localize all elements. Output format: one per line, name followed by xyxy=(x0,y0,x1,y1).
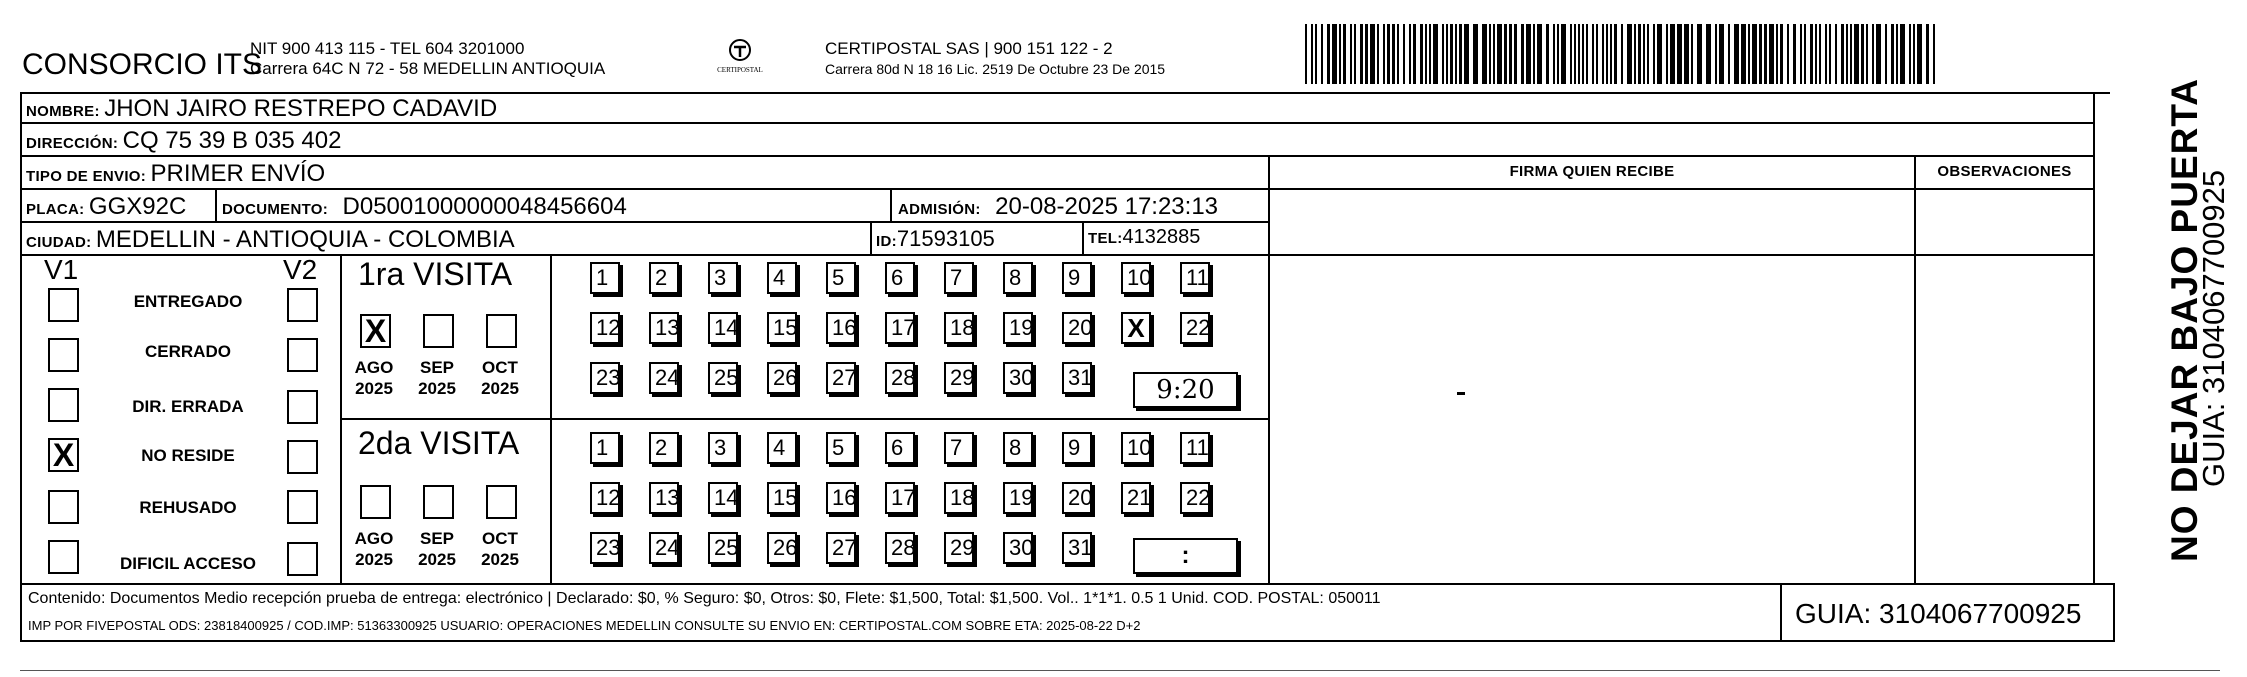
day-box[interactable]: 5 xyxy=(826,432,856,464)
day-box[interactable]: 6 xyxy=(885,262,915,294)
reason-label: NO RESIDE xyxy=(141,446,235,465)
barcode-bar xyxy=(1442,24,1444,84)
day-box[interactable]: 18 xyxy=(944,482,974,514)
barcode-bar xyxy=(1610,24,1612,84)
barcode-bar xyxy=(1574,24,1576,84)
admision-row xyxy=(898,193,1218,221)
barcode-bar xyxy=(1691,24,1693,84)
v2-checkbox-no-reside[interactable] xyxy=(287,440,318,474)
nit-line: NIT 900 413 115 - TEL 604 3201000 xyxy=(250,39,525,58)
barcode-bar xyxy=(1909,24,1911,84)
barcode-bar xyxy=(1321,24,1323,84)
barcode-bar xyxy=(1861,24,1864,84)
barcode-bar xyxy=(1876,24,1881,84)
day-box[interactable]: 26 xyxy=(767,532,797,564)
barcode-bar xyxy=(1677,24,1682,84)
barcode-bar xyxy=(1557,24,1559,84)
day-box[interactable]: 15 xyxy=(767,312,797,344)
side-guia: GUIA: 3104067700925 xyxy=(2196,169,2231,487)
placa-value: GGX92C xyxy=(88,193,187,220)
reason-label: DIFICIL ACCESO xyxy=(119,554,256,573)
day-box[interactable]: 27 xyxy=(826,362,856,394)
day-box[interactable]: 29 xyxy=(944,532,974,564)
barcode-bar xyxy=(1504,24,1507,84)
barcode-bar xyxy=(1614,24,1617,84)
barcode-bar xyxy=(1482,24,1487,84)
tipo-label: TIPO DE ENVIO: xyxy=(26,168,147,185)
ciudad-label: CIUDAD: xyxy=(26,234,92,251)
barcode-bar xyxy=(1533,24,1535,84)
observaciones-label: OBSERVACIONES xyxy=(1937,163,2072,180)
barcode-bar xyxy=(1666,24,1668,84)
barcode-bar xyxy=(1684,24,1689,84)
direccion-row xyxy=(26,127,341,155)
barcode-bar xyxy=(1365,24,1368,84)
barcode-bar xyxy=(1570,24,1572,84)
day-box[interactable]: 1 xyxy=(590,432,620,464)
month-label-ago: AGO 2025 xyxy=(354,529,394,569)
nombre-row xyxy=(26,95,497,123)
barcode-bar xyxy=(1509,24,1512,84)
id-label: ID: xyxy=(876,233,897,250)
day-box[interactable]: 9 xyxy=(1062,432,1092,464)
day-box[interactable]: 3 xyxy=(708,432,738,464)
barcode-bar xyxy=(1854,24,1859,84)
barcode-bar xyxy=(1804,24,1806,84)
day-box[interactable]: 2 xyxy=(649,432,679,464)
barcode-bar xyxy=(1537,24,1542,84)
barcode-bar xyxy=(1397,24,1399,84)
barcode-bar xyxy=(1741,24,1746,84)
tel-row xyxy=(1088,226,1200,249)
v2-checkbox-rehusado[interactable] xyxy=(287,490,318,524)
tel-value: 4132885 xyxy=(1122,226,1201,248)
placa-row xyxy=(26,193,186,221)
barcode-bar xyxy=(1305,24,1307,84)
bottom-line xyxy=(20,670,2220,671)
barcode-bar xyxy=(1332,24,1337,84)
month-label-sep: SEP 2025 xyxy=(418,358,456,398)
footer-imp: IMP POR FIVEPOSTAL ODS: 23818400925 / COD.IMP: 51363300925 USUARIO: OPERACIONES MEDELLIN CONSULTE SU ENVIO EN: CERTIPOSTAL.COM SOBRE ETA: 2025-08-22 D+2 xyxy=(28,618,1141,633)
day-box[interactable]: 24 xyxy=(649,532,679,564)
day-box[interactable]: 26 xyxy=(767,362,797,394)
barcode-bar xyxy=(1409,24,1411,84)
barcode-bar xyxy=(1752,24,1757,84)
second-visit-month-ago[interactable] xyxy=(360,485,391,519)
barcode-bar xyxy=(1764,24,1767,84)
day-box[interactable]: 3 xyxy=(708,262,738,294)
first-visit-month-sep[interactable] xyxy=(423,314,454,348)
second-visit-month-oct[interactable] xyxy=(486,485,517,519)
day-box[interactable]: 31 xyxy=(1062,532,1092,564)
barcode-bar xyxy=(1514,24,1517,84)
day-box[interactable]: 4 xyxy=(767,432,797,464)
reason-label: CERRADO xyxy=(145,342,231,361)
day-box[interactable]: 17 xyxy=(885,312,915,344)
barcode-bar xyxy=(1455,24,1457,84)
barcode xyxy=(1305,24,1940,84)
day-box[interactable]: 8 xyxy=(1003,432,1033,464)
ciudad-value: MEDELLIN - ANTIOQUIA - COLOMBIA xyxy=(95,226,515,253)
documento-value: D05001000000048456604 xyxy=(342,193,627,220)
second-visit-title: 2da VISITA xyxy=(358,425,520,461)
barcode-bar xyxy=(1592,24,1594,84)
v1-label: V1 xyxy=(44,254,79,285)
day-box[interactable]: 16 xyxy=(826,312,856,344)
v2-checkbox-cerrado[interactable] xyxy=(287,338,318,372)
v1-checkbox-entregado[interactable] xyxy=(48,288,79,322)
barcode-bar xyxy=(1446,24,1448,84)
day-box[interactable]: 30 xyxy=(1003,532,1033,564)
day-box[interactable]: 28 xyxy=(885,362,915,394)
footer-contenido: Contenido: Documentos Medio recepción prueba de entrega: electrónico | Declarado: $0, % Seguro: $0, Otros: $0, Flete: $1,500, Total: $1,500. Vol.. 1*1*1. 0.5 1 Unid. COD. POSTAL: 050011 xyxy=(28,590,1381,607)
day-box[interactable]: 22 xyxy=(1180,312,1210,344)
day-box[interactable]: 28 xyxy=(885,532,915,564)
first-visit-month-mark: X xyxy=(364,313,387,349)
barcode-bar xyxy=(1489,24,1491,84)
barcode-bar xyxy=(1621,24,1623,84)
barcode-bar xyxy=(1450,24,1453,84)
no-dejar-bajo-puerta: NO DEJAR BAJO PUERTA xyxy=(2164,78,2205,562)
ciudad-row xyxy=(26,226,515,254)
certipostal-address: Carrera 80d N 18 16 Lic. 2519 De Octubre 23 De 2015 xyxy=(825,61,1166,77)
v1-no-reside-mark: X xyxy=(52,437,75,473)
barcode-bar xyxy=(1829,24,1831,84)
month-label-ago: AGO 2025 xyxy=(354,358,394,398)
barcode-bar xyxy=(1339,24,1341,84)
barcode-bar xyxy=(1546,24,1549,84)
svg-text:CERTIPOSTAL: CERTIPOSTAL xyxy=(717,66,763,74)
day-box[interactable]: 16 xyxy=(826,482,856,514)
barcode-bar xyxy=(1526,24,1531,84)
barcode-bar xyxy=(1850,24,1852,84)
barcode-bar xyxy=(1387,24,1390,84)
documento-label: DOCUMENTO: xyxy=(222,201,329,218)
day-box[interactable]: 22 xyxy=(1180,482,1210,514)
barcode-bar xyxy=(1429,24,1431,84)
barcode-bar xyxy=(1706,24,1711,84)
day-box[interactable]: 10 xyxy=(1121,432,1151,464)
firma-label: FIRMA QUIEN RECIBE xyxy=(1509,163,1675,180)
barcode-bar xyxy=(1697,24,1702,84)
day-box[interactable]: 27 xyxy=(826,532,856,564)
barcode-bar xyxy=(1602,24,1604,84)
nombre-label: NOMBRE: xyxy=(26,103,100,120)
barcode-bar xyxy=(1578,24,1580,84)
day-box[interactable]: 5 xyxy=(826,262,856,294)
day-box[interactable]: 11 xyxy=(1180,432,1210,464)
barcode-bar xyxy=(1885,24,1887,84)
barcode-bar xyxy=(1748,24,1750,84)
v2-label: V2 xyxy=(283,254,318,285)
day-box[interactable]: 4 xyxy=(767,262,797,294)
v2-checkbox-dir-errada[interactable] xyxy=(287,390,318,424)
direccion-label: DIRECCIÓN: xyxy=(26,135,119,152)
day-box[interactable]: 25 xyxy=(708,532,738,564)
v1-checkbox-cerrado[interactable] xyxy=(48,338,79,372)
barcode-bar xyxy=(1800,24,1802,84)
barcode-bar xyxy=(1392,24,1395,84)
id-value: 71593105 xyxy=(896,226,995,251)
certipostal-line: CERTIPOSTAL SAS | 900 151 122 - 2 xyxy=(825,39,1113,58)
barcode-bar xyxy=(1553,24,1555,84)
day-box[interactable]: 31 xyxy=(1062,362,1092,394)
direccion-value: CQ 75 39 B 035 402 xyxy=(122,127,342,154)
barcode-bar xyxy=(1606,24,1608,84)
day-box[interactable]: 12 xyxy=(590,482,620,514)
barcode-bar xyxy=(1896,24,1898,84)
barcode-bar xyxy=(1653,24,1655,84)
barcode-bar xyxy=(1643,24,1645,84)
barcode-bar xyxy=(1354,24,1356,84)
barcode-bar xyxy=(1933,24,1935,84)
day-box[interactable]: 15 xyxy=(767,482,797,514)
barcode-bar xyxy=(1420,24,1423,84)
tipo-row xyxy=(26,160,325,188)
barcode-bar xyxy=(1780,24,1783,84)
day-box[interactable]: 7 xyxy=(944,262,974,294)
day-box[interactable]: 9 xyxy=(1062,262,1092,294)
barcode-bar xyxy=(1891,24,1894,84)
day-box[interactable]: 17 xyxy=(885,482,915,514)
barcode-bar xyxy=(1497,24,1502,84)
day-box[interactable]: 23 xyxy=(590,362,620,394)
address-line: Carrera 64C N 72 - 58 MEDELLIN ANTIOQUIA xyxy=(250,59,606,78)
day-box[interactable]: 30 xyxy=(1003,362,1033,394)
day-box[interactable]: 10 xyxy=(1121,262,1151,294)
day-box[interactable]: 2 xyxy=(649,262,679,294)
v2-checkbox-dificil-acceso[interactable] xyxy=(287,542,318,576)
barcode-bar xyxy=(1327,24,1330,84)
day-box[interactable]: 18 xyxy=(944,312,974,344)
barcode-bar xyxy=(1403,24,1405,84)
day-box[interactable]: 25 xyxy=(708,362,738,394)
day-box[interactable]: 1 xyxy=(590,262,620,294)
barcode-bar xyxy=(1835,24,1837,84)
month-label-oct: OCT 2025 xyxy=(481,529,519,569)
barcode-bar xyxy=(1769,24,1774,84)
v1-checkbox-dificil-acceso[interactable] xyxy=(48,540,79,574)
v2-checkbox-entregado[interactable] xyxy=(287,288,318,322)
certipostal-logo xyxy=(715,36,765,86)
placa-label: PLACA: xyxy=(26,201,85,218)
barcode-bar xyxy=(1582,24,1584,84)
barcode-bar xyxy=(1776,24,1778,84)
barcode-bar xyxy=(1343,24,1346,84)
barcode-bar xyxy=(1759,24,1762,84)
day-box[interactable]: 11 xyxy=(1180,262,1210,294)
barcode-bar xyxy=(1719,24,1724,84)
second-visit-time[interactable]: : xyxy=(1133,538,1238,574)
barcode-bar xyxy=(1464,24,1469,84)
day-box[interactable]: 13 xyxy=(649,312,679,344)
day-box[interactable]: 13 xyxy=(649,482,679,514)
reason-label: ENTREGADO xyxy=(133,292,243,311)
barcode-bar xyxy=(1810,24,1813,84)
day-box[interactable]: 8 xyxy=(1003,262,1033,294)
tel-label: TEL: xyxy=(1088,230,1123,247)
tipo-value: PRIMER ENVÍO xyxy=(150,160,326,187)
barcode-bar xyxy=(1819,24,1821,84)
day-box[interactable]: 24 xyxy=(649,362,679,394)
barcode-bar xyxy=(1311,24,1313,84)
second-visit-month-sep[interactable] xyxy=(423,485,454,519)
barcode-bar xyxy=(1872,24,1874,84)
reason-label: DIR. ERRADA xyxy=(132,397,244,416)
month-label-oct: OCT 2025 xyxy=(481,358,519,398)
barcode-bar xyxy=(1315,24,1317,84)
barcode-bar xyxy=(1561,24,1566,84)
barcode-bar xyxy=(1657,24,1662,84)
admision-value: 20-08-2025 17:23:13 xyxy=(995,193,1219,220)
barcode-bar xyxy=(1917,24,1922,84)
first-visit-title: 1ra VISITA xyxy=(358,256,513,292)
day-box[interactable]: 12 xyxy=(590,312,620,344)
v1-checkbox-rehusado[interactable] xyxy=(48,490,79,524)
barcode-bar xyxy=(1815,24,1817,84)
day-box[interactable]: 20 xyxy=(1062,312,1092,344)
barcode-bar xyxy=(1627,24,1632,84)
barcode-bar xyxy=(1647,24,1649,84)
day-box[interactable]: 29 xyxy=(944,362,974,394)
admision-label: ADMISIÓN: xyxy=(898,201,981,218)
day-box[interactable]: 19 xyxy=(1003,482,1033,514)
barcode-bar xyxy=(1413,24,1416,84)
day-box[interactable]: 21 xyxy=(1121,482,1151,514)
barcode-bar xyxy=(1634,24,1636,84)
barcode-bar xyxy=(1670,24,1675,84)
footer-guia: GUIA: 3104067700925 xyxy=(1795,598,2082,629)
reason-label: REHUSADO xyxy=(139,498,237,517)
first-visit-time[interactable]: 9:20 xyxy=(1133,372,1238,408)
barcode-bar xyxy=(1734,24,1739,84)
barcode-bar xyxy=(1360,24,1363,84)
barcode-bar xyxy=(1473,24,1478,84)
first-visit-month-oct[interactable] xyxy=(486,314,517,348)
company-name: CONSORCIO ITS xyxy=(22,48,263,81)
month-label-sep: SEP 2025 xyxy=(418,529,456,569)
barcode-bar xyxy=(1459,24,1462,84)
barcode-bar xyxy=(1433,24,1438,84)
id-row xyxy=(876,226,995,252)
barcode-bar xyxy=(1900,24,1905,84)
barcode-bar xyxy=(1370,24,1375,84)
barcode-bar xyxy=(1350,24,1352,84)
v1-checkbox-dir-errada[interactable] xyxy=(48,388,79,422)
barcode-bar xyxy=(1825,24,1827,84)
day-box[interactable]: 19 xyxy=(1003,312,1033,344)
nombre-value: JHON JAIRO RESTREPO CADAVID xyxy=(104,95,498,122)
barcode-bar xyxy=(1383,24,1385,84)
barcode-bar xyxy=(1596,24,1598,84)
barcode-bar xyxy=(1728,24,1730,84)
barcode-bar xyxy=(1841,24,1844,84)
day-box[interactable]: 7 xyxy=(944,432,974,464)
day-box[interactable]: 14 xyxy=(708,312,738,344)
barcode-bar xyxy=(1787,24,1789,84)
barcode-bar xyxy=(1377,24,1379,84)
barcode-bar xyxy=(1521,24,1524,84)
day-box[interactable]: 14 xyxy=(708,482,738,514)
documento-row xyxy=(222,193,627,221)
day-box[interactable]: 23 xyxy=(590,532,620,564)
barcode-bar xyxy=(1425,24,1427,84)
barcode-bar xyxy=(1638,24,1641,84)
barcode-bar xyxy=(1493,24,1495,84)
barcode-bar xyxy=(1866,24,1868,84)
day-box[interactable]: 20 xyxy=(1062,482,1092,514)
barcode-bar xyxy=(1793,24,1796,84)
barcode-bar xyxy=(1846,24,1848,84)
signature-mark xyxy=(1457,392,1465,395)
day-box-marked[interactable]: X xyxy=(1121,312,1151,344)
barcode-bar xyxy=(1715,24,1717,84)
day-box[interactable]: 6 xyxy=(885,432,915,464)
barcode-bar xyxy=(1926,24,1929,84)
barcode-bar xyxy=(1586,24,1588,84)
barcode-bar xyxy=(1913,24,1915,84)
